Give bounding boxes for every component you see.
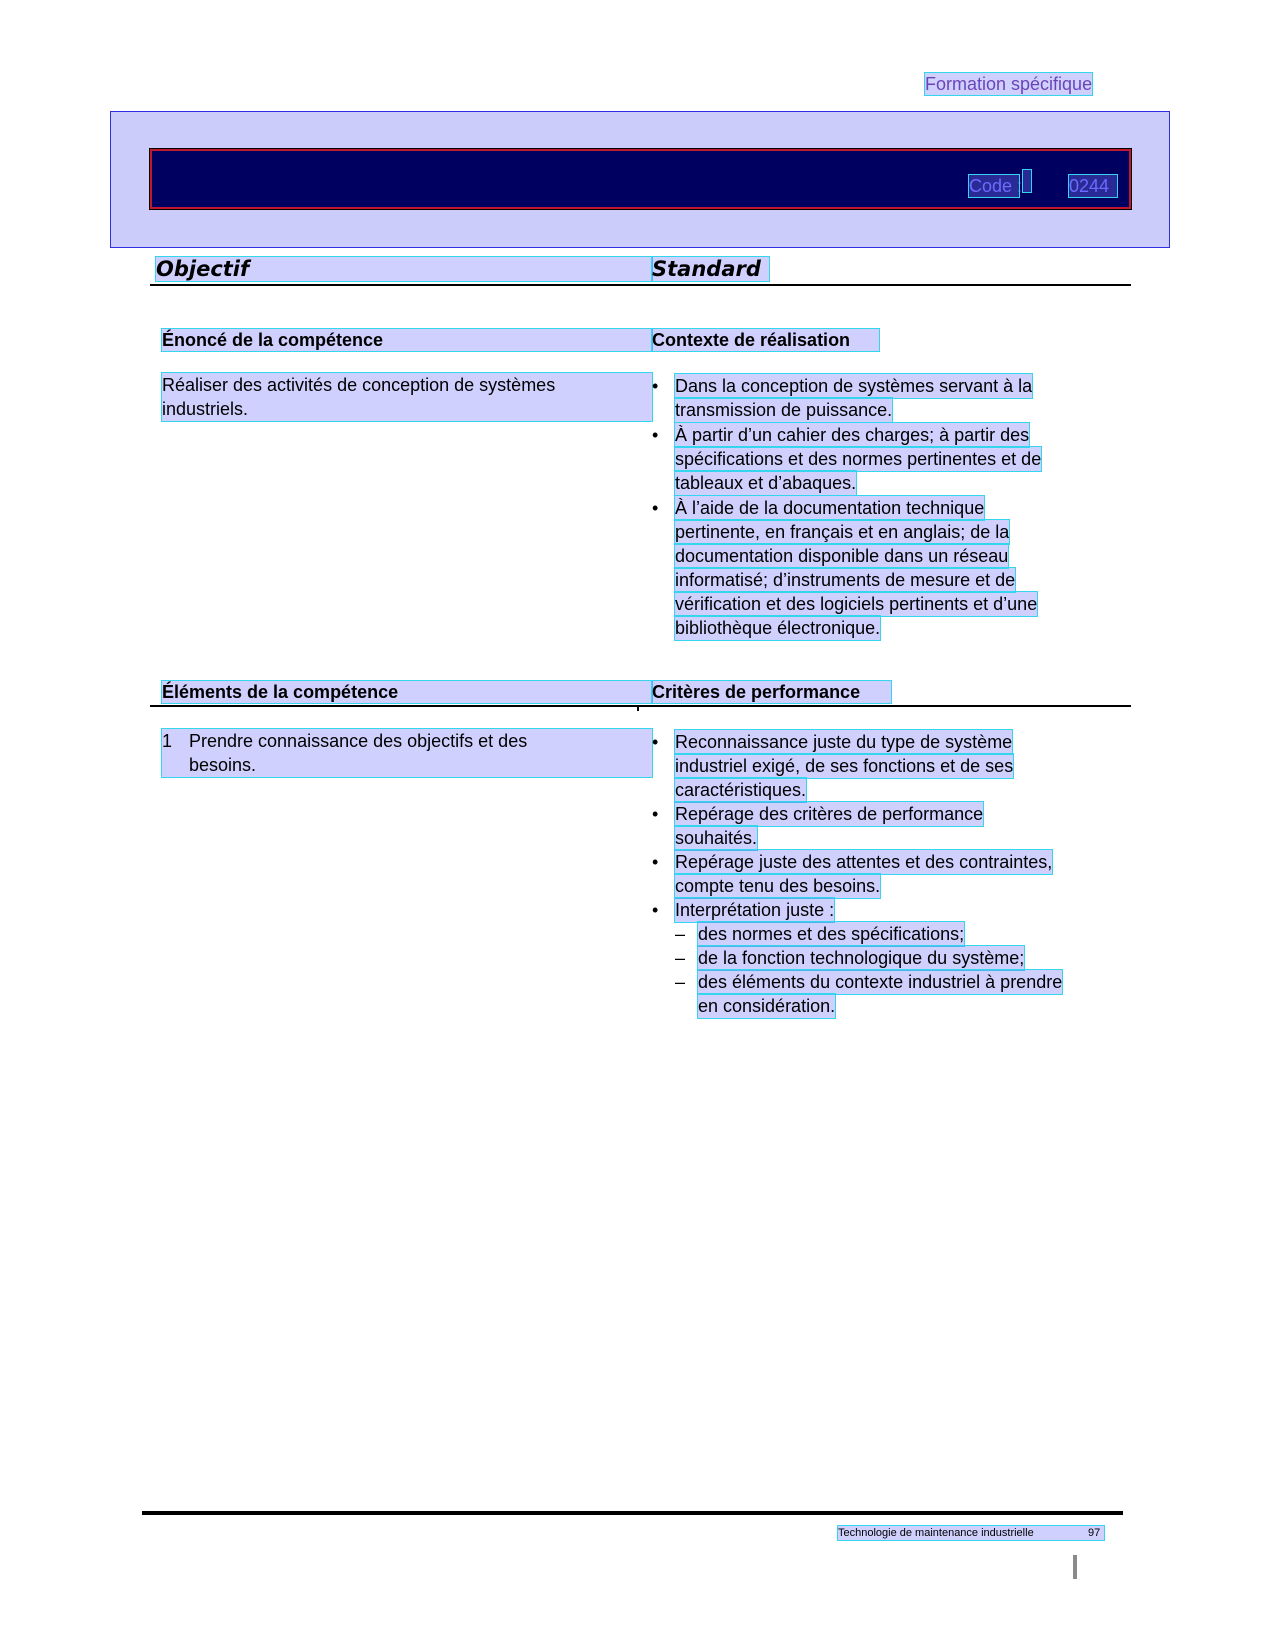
text-line: transmission de puissance. bbox=[675, 400, 893, 420]
text-line: des normes et des spécifications; bbox=[698, 924, 965, 944]
dash-icon: – bbox=[675, 924, 686, 944]
context-item bbox=[652, 374, 1102, 422]
code-value: 0244 bbox=[1069, 175, 1117, 197]
text-line: Interprétation juste : bbox=[675, 900, 835, 920]
criteria-item bbox=[652, 730, 1102, 802]
dash-icon: – bbox=[675, 948, 686, 968]
bullet-icon: • bbox=[652, 804, 659, 824]
code-separator bbox=[1023, 170, 1031, 192]
competency-element bbox=[162, 729, 652, 777]
context-item bbox=[652, 423, 1102, 495]
text-line: tableaux et d’abaques. bbox=[675, 473, 857, 493]
text-line: informatisé; d’instruments de mesure et de bbox=[675, 570, 1016, 590]
section-label: Formation spécifique bbox=[925, 74, 1093, 94]
dash-icon: – bbox=[675, 972, 686, 992]
text-line: besoins. bbox=[189, 755, 257, 775]
text-line: caractéristiques. bbox=[675, 780, 807, 800]
text-line: Repérage des critères de performance bbox=[675, 804, 984, 824]
statement-line: Réaliser des activités de conception de systèmes bbox=[162, 375, 556, 395]
bullet-icon: • bbox=[652, 732, 659, 752]
page-footer bbox=[838, 1526, 1104, 1540]
footer-title: Technologie de maintenance industrielle bbox=[838, 1527, 1034, 1539]
objectif-heading: Objectif bbox=[156, 257, 652, 281]
element-number: 1 bbox=[162, 731, 173, 751]
context-heading: Contexte de réalisation bbox=[652, 329, 879, 351]
text-line: spécifications et des normes pertinentes et de bbox=[675, 449, 1042, 469]
competency-statement bbox=[162, 373, 652, 421]
text-line: en considération. bbox=[698, 996, 836, 1016]
criteria-heading: Critères de performance bbox=[652, 681, 891, 703]
footer-rule bbox=[142, 1511, 1123, 1515]
text-line: À partir d’un cahier des charges; à partir des bbox=[675, 425, 1030, 445]
text-line: des éléments du contexte industriel à prendre bbox=[698, 972, 1063, 992]
statement-heading: Énoncé de la compétence bbox=[162, 329, 652, 351]
statement-line: industriels. bbox=[162, 399, 249, 419]
text-line: documentation disponible dans un réseau bbox=[675, 546, 1009, 566]
text-line: bibliothèque électronique. bbox=[675, 618, 881, 638]
text-line: industriel exigé, de ses fonctions et de ses bbox=[675, 756, 1014, 776]
criteria-item bbox=[652, 898, 1102, 1018]
header-divider bbox=[150, 284, 1131, 286]
bullet-icon: • bbox=[652, 498, 659, 518]
bullet-icon: • bbox=[652, 852, 659, 872]
standard-heading: Standard bbox=[652, 257, 769, 281]
context-list bbox=[652, 374, 1102, 640]
text-line: pertinente, en français et en anglais; de la bbox=[675, 522, 1010, 542]
text-line: Reconnaissance juste du type de système bbox=[675, 732, 1013, 752]
criteria-subitem bbox=[675, 970, 1102, 1018]
section-divider bbox=[150, 705, 1131, 707]
text-line: souhaités. bbox=[675, 828, 758, 848]
text-line: compte tenu des besoins. bbox=[675, 876, 881, 896]
column-divider bbox=[637, 705, 639, 711]
text-line: vérification et des logiciels pertinents et d’une bbox=[675, 594, 1038, 614]
page-number: 97 bbox=[1088, 1527, 1101, 1539]
bullet-icon: • bbox=[652, 900, 659, 920]
elements-heading: Éléments de la compétence bbox=[162, 681, 652, 703]
bullet-icon: • bbox=[652, 425, 659, 445]
text-line: de la fonction technologique du système; bbox=[698, 948, 1025, 968]
competency-code bbox=[969, 170, 1117, 196]
criteria-subitem bbox=[675, 946, 1102, 970]
criteria-item bbox=[652, 802, 1102, 850]
criteria-item bbox=[652, 850, 1102, 898]
text-line: Repérage juste des attentes et des contraintes, bbox=[675, 852, 1053, 872]
criteria-list bbox=[652, 730, 1102, 1018]
text-line: Dans la conception de systèmes servant à la bbox=[675, 376, 1033, 396]
context-item bbox=[652, 496, 1102, 640]
code-label: Code : bbox=[969, 176, 1023, 196]
criteria-subitem bbox=[675, 922, 1102, 946]
margin-marker bbox=[1073, 1555, 1077, 1579]
text-line: Prendre connaissance des objectifs et des bbox=[189, 731, 528, 751]
text-line: À l’aide de la documentation technique bbox=[675, 498, 985, 518]
bullet-icon: • bbox=[652, 376, 659, 396]
